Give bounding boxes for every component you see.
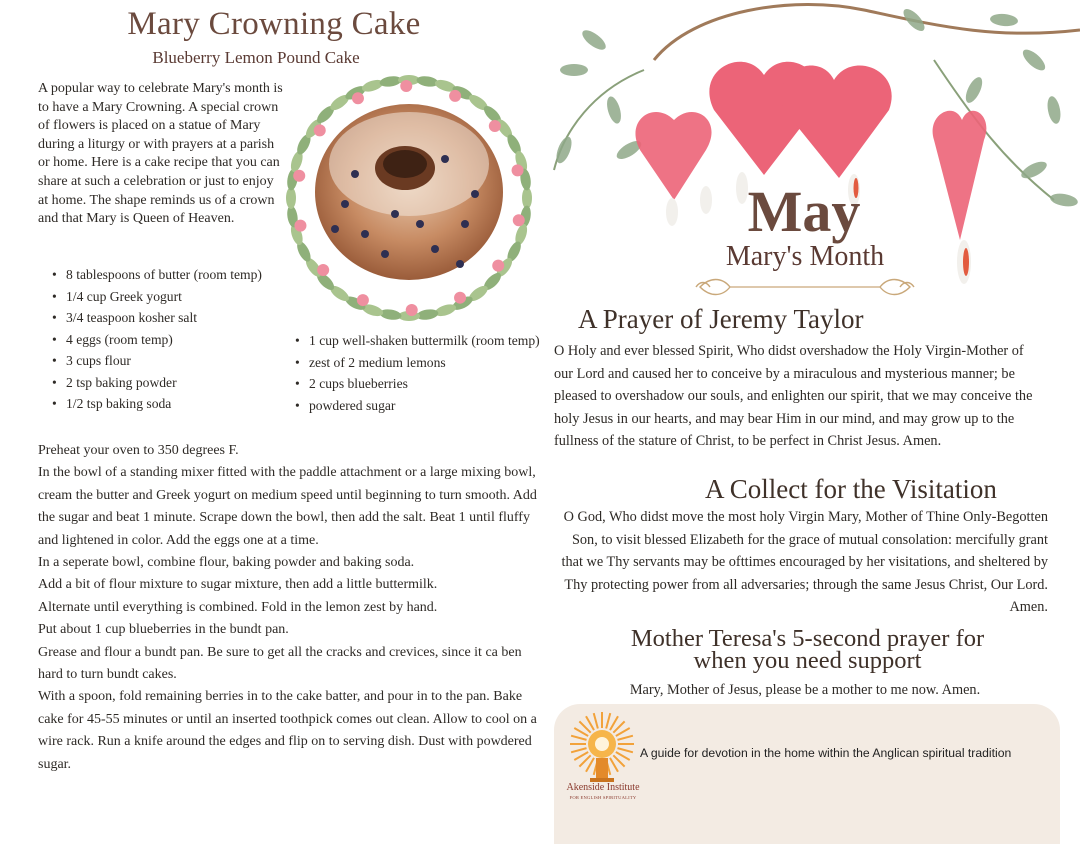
jeremy-taylor-prayer-text: O Holy and ever blessed Spirit, Who didst overshadow the Holy Virgin-Mother of our Lord and caused her to conceive by a miraculous and mysterious manner; be pleased to overshadow our souls, and enlighten our spirit, that we may conceive the holy Jesus in our hearts, and may bear Him in our mind, and may grow up to the fullness of the stature of Christ, to be perfect in Christ Jesus. Amen. — [554, 343, 1033, 450]
recipe-step: Put about 1 cup blueberries in the bundt pan. — [38, 622, 289, 638]
recipe-step: Add a bit of flour mixture to sugar mixture, then add a little buttermilk. — [38, 577, 438, 593]
visitation-collect-title: A Collect for the Visitation — [705, 474, 997, 504]
ingredients-list-1 — [50, 264, 276, 415]
ingredient-item: • 2 cups blueberries — [309, 373, 559, 395]
institute-name-text: Akenside Institute — [566, 782, 640, 793]
recipe-step: Grease and flour a bundt pan. Be sure to get all the cracks and crevices, since it ca ben hard to turn bundt cakes. — [38, 644, 522, 683]
ingredient-item: • 1/2 tsp baking soda — [66, 393, 276, 415]
ingredients-list-2 — [293, 330, 559, 416]
ingredient-item: • 4 eggs (room temp) — [66, 329, 276, 351]
ingredient-item: • 3/4 teaspoon kosher salt — [66, 307, 276, 329]
ingredient-item: • zest of 2 medium lemons — [309, 352, 559, 374]
month-subtitle: Mary's Month — [725, 241, 885, 272]
ingredient-item: • powdered sugar — [309, 395, 559, 417]
recipe-step: With a spoon, fold remaining berries in to the cake batter, and pour in to the pan. Bake cake for 45-55 minutes or until an inserted toothpick comes out clean. Allow to cool on a wire rack. Run a knife around the edges and flip on to serving dish. Dust with powdered sugar. — [38, 689, 537, 772]
mother-teresa-title-line: Mother Teresa's 5-second prayer for — [630, 625, 985, 652]
cake-wreath-image — [275, 64, 543, 332]
recipe-title: Mary Crowning Cake — [127, 6, 421, 42]
ingredient-item: • 3 cups flour — [66, 350, 276, 372]
mother-teresa-title-line: when you need support — [693, 647, 922, 674]
recipe-intro: A popular way to celebrate Mary's month is to have a Mary Crowning. A special crown of flowers is placed on a statue of Mary during a liturgy or with prayers at a parish or home. Here is a cake recipe that you can share at such a celebration or just to enjoy at home. The shape reminds us of a crown and that Mary is Queen of Heaven. — [38, 81, 283, 227]
flourish-divider — [690, 272, 920, 302]
ingredient-item: • 8 tablespoons of butter (room temp) — [66, 264, 276, 286]
recipe-step: Alternate until everything is combined. Fold in the lemon zest by hand. — [38, 599, 438, 615]
jeremy-taylor-prayer-title: A Prayer of Jeremy Taylor — [578, 304, 864, 334]
recipe-step: Preheat your oven to 350 degrees F. — [38, 443, 239, 458]
akenside-sun-logo-icon — [566, 708, 638, 784]
institute-name — [560, 783, 646, 803]
recipe-step: In a seperate bowl, combine flour, baking powder and baking soda. — [38, 555, 415, 571]
recipe-subtitle: Blueberry Lemon Pound Cake — [152, 48, 360, 67]
footer-tagline: A guide for devotion in the home within the Anglican spiritual tradition — [640, 746, 1012, 760]
recipe-steps — [38, 440, 538, 776]
institute-subtitle: FOR ENGLISH SPIRITUALITY — [569, 795, 637, 800]
mother-teresa-prayer-title — [580, 625, 1035, 674]
ingredient-item: • 1/4 cup Greek yogurt — [66, 286, 276, 308]
ingredient-item: • 1 cup well-shaken buttermilk (room temp) — [309, 330, 559, 352]
recipe-step: In the bowl of a standing mixer fitted with the paddle attachment or a large mixing bowl, cream the butter and Greek yogurt on medium speed until beginning to turn smooth. Add the sugar and beat 1 minute. Scrape down the bowl, then add the salt. Beat 1 until fluffy and lightened in color. Add the eggs one at a time. — [38, 465, 537, 548]
mother-teresa-prayer-text: Mary, Mother of Jesus, please be a mother to me now. Amen. — [629, 682, 981, 698]
ingredient-item: • 2 tsp baking powder — [66, 372, 276, 394]
month-title: May — [747, 179, 861, 244]
visitation-collect-text: O God, Who didst move the most holy Virgin Mary, Mother of Thine Only-Begotten Son, to visit blessed Elizabeth for the grace of mutual consolation: mercifully grant that we Thy servants may be ofttimes encouraged by her visitations, and sheltered by Thy protecting power from all adversaries; through the same Jesus Christ, Our Lord. Amen. — [561, 509, 1048, 616]
